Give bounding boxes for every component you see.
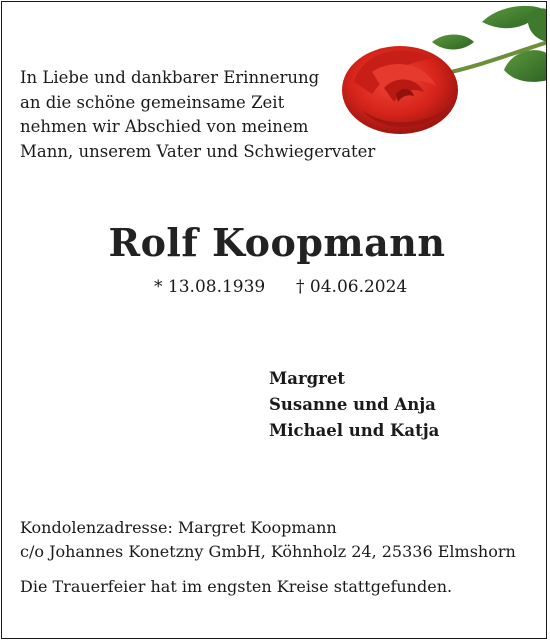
death-date: † 04.06.2024 [296,277,408,297]
red-rose-icon [332,2,547,142]
family-list [269,366,439,444]
family-member: Susanne und Anja [269,395,436,414]
deceased-name: Rolf Koopmann [108,220,446,265]
family-member: Margret [269,369,345,388]
family-member: Michael und Katja [269,421,440,440]
intro-line: nehmen wir Abschied von meinem [20,117,309,136]
condolence-address-street: c/o Johannes Konetzny GmbH, Köhnholz 24, 25336 Elmshorn [20,542,516,561]
intro-line: In Liebe und dankbarer Erinnerung [20,68,320,87]
condolence-address: Kondolenzadresse: Margret Koopmann [20,518,337,537]
obituary-card [1,1,547,639]
funeral-note: Die Trauerfeier hat im engsten Kreise stattgefunden. [20,577,453,596]
intro-text [20,66,380,164]
birth-date: * 13.08.1939 [154,277,266,297]
intro-line: an die schöne gemeinsame Zeit [20,92,285,112]
footer [20,516,540,599]
intro-line: Mann, unserem Vater und Schwiegervater [20,141,376,161]
